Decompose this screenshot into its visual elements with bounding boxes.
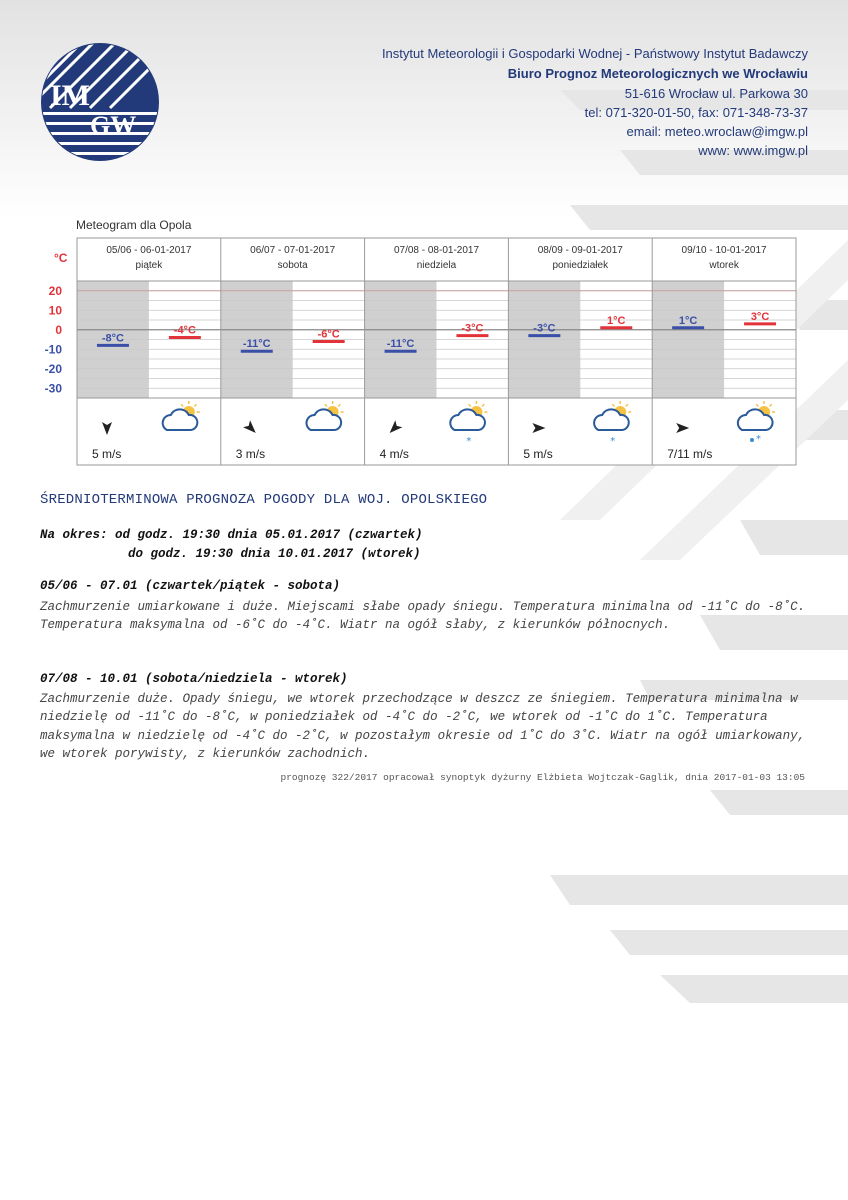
wind-speed: 3 m/s xyxy=(235,447,266,461)
svg-text:IM: IM xyxy=(50,79,90,112)
institute-name: Instytut Meteorologii i Gospodarki Wodnej - Państwowy Instytut Badawczy xyxy=(381,46,808,61)
day-weekday: sobota xyxy=(277,260,308,271)
imgw-logo xyxy=(40,42,160,162)
day-weekday: niedziela xyxy=(416,260,457,271)
y-tick-label: 0 xyxy=(55,322,62,337)
svg-text:*: * xyxy=(756,434,761,445)
y-tick-label: -20 xyxy=(44,361,62,376)
meteogram-chart xyxy=(40,230,810,475)
forecast-title: ŚREDNIOTERMINOWA PROGNOZA POGODY DLA WOJ. OPOLSKIEGO xyxy=(40,492,488,508)
day-weekday: piątek xyxy=(135,260,163,271)
y-tick-label: 20 xyxy=(48,283,62,298)
svg-text:*: * xyxy=(610,436,616,447)
phone: tel: 071-320-01-50, fax: 071-348-73-37 xyxy=(584,105,808,120)
meteogram-title: Meteogram dla Opola xyxy=(76,218,192,232)
wind-speed: 5 m/s xyxy=(92,447,122,461)
tmax-label: -6°C xyxy=(317,328,340,341)
svg-text:*: * xyxy=(466,436,472,447)
period-from: Na okres: od godz. 19:30 dnia 05.01.2017 (czwartek) xyxy=(40,528,423,542)
day-dates: 08/09 - 09-01-2017 xyxy=(537,245,623,256)
y-tick-label: -10 xyxy=(44,342,62,357)
wind-speed: 5 m/s xyxy=(523,447,553,461)
section-title-2: 07/08 - 10.01 (sobota/niedziela - wtorek) xyxy=(40,672,348,686)
wind-speed: 7/11 m/s xyxy=(667,447,713,461)
section-title-1: 05/06 - 07.01 (czwartek/piątek - sobota) xyxy=(40,579,341,593)
tmin-label: 1°C xyxy=(678,314,698,327)
office-name: Biuro Prognoz Meteorologicznych we Wrocławiu xyxy=(507,66,808,81)
tmin-label: -8°C xyxy=(101,332,125,345)
period-to: do godz. 19:30 dnia 10.01.2017 (wtorek) xyxy=(128,547,421,561)
y-tick-label: 10 xyxy=(48,303,62,318)
day-dates: 09/10 - 10-01-2017 xyxy=(681,245,767,256)
day-weekday: wtorek xyxy=(709,260,739,271)
tmax-label: -3°C xyxy=(461,322,484,335)
day-weekday: poniedziałek xyxy=(552,260,609,271)
tmin-label: -11°C xyxy=(386,338,415,351)
day-dates: 05/06 - 06-01-2017 xyxy=(106,245,192,256)
section-body-2: Zachmurzenie duże. Opady śniegu, we wtorek przechodzące w deszcz ze śniegiem. Temperatura minimalna w niedzielę od -11˚C do -8˚C, w poniedziałek od -4˚C do -2˚C, we wtorek od -1˚C do 1˚C. Temperatura maksymalna w niedzielę od -4˚C do -2˚C, w pozostałym okresie od 1˚C do 3˚C. Wiatr na ogół umiarkowany, we wtorek porywisty, z kierunków zachodnich. xyxy=(40,692,806,762)
y-unit-label: °C xyxy=(54,251,68,265)
day-dates: 07/08 - 08-01-2017 xyxy=(393,245,480,256)
tmax-label: -4°C xyxy=(173,324,196,337)
email[interactable]: email: meteo.wroclaw@imgw.pl xyxy=(626,124,808,139)
tmax-label: 1°C xyxy=(607,314,626,327)
svg-text:GW: GW xyxy=(90,111,137,140)
forecast-author-note: prognozę 322/2017 opracował synoptyk dyżurny Elżbieta Wojtczak-Gaglik, dnia 2017-01-03 13:05 xyxy=(280,772,805,783)
tmax-label: 3°C xyxy=(750,310,770,323)
wind-speed: 4 m/s xyxy=(379,447,409,461)
y-tick-label: -30 xyxy=(44,381,62,396)
section-body-1: Zachmurzenie umiarkowane i duże. Miejscami słabe opady śniegu. Temperatura minimalna od -11˚C do -8˚C. Temperatura maksymalna od -6˚C do -4˚C. Wiatr na ogół słaby, z kierunków północnych. xyxy=(40,600,806,633)
day-dates: 06/07 - 07-01-2017 xyxy=(250,245,336,256)
address: 51-616 Wrocław ul. Parkowa 30 xyxy=(624,86,808,101)
website[interactable]: www: www.imgw.pl xyxy=(698,143,808,158)
tmin-label: -11°C xyxy=(242,338,271,351)
tmin-label: -3°C xyxy=(533,322,556,335)
